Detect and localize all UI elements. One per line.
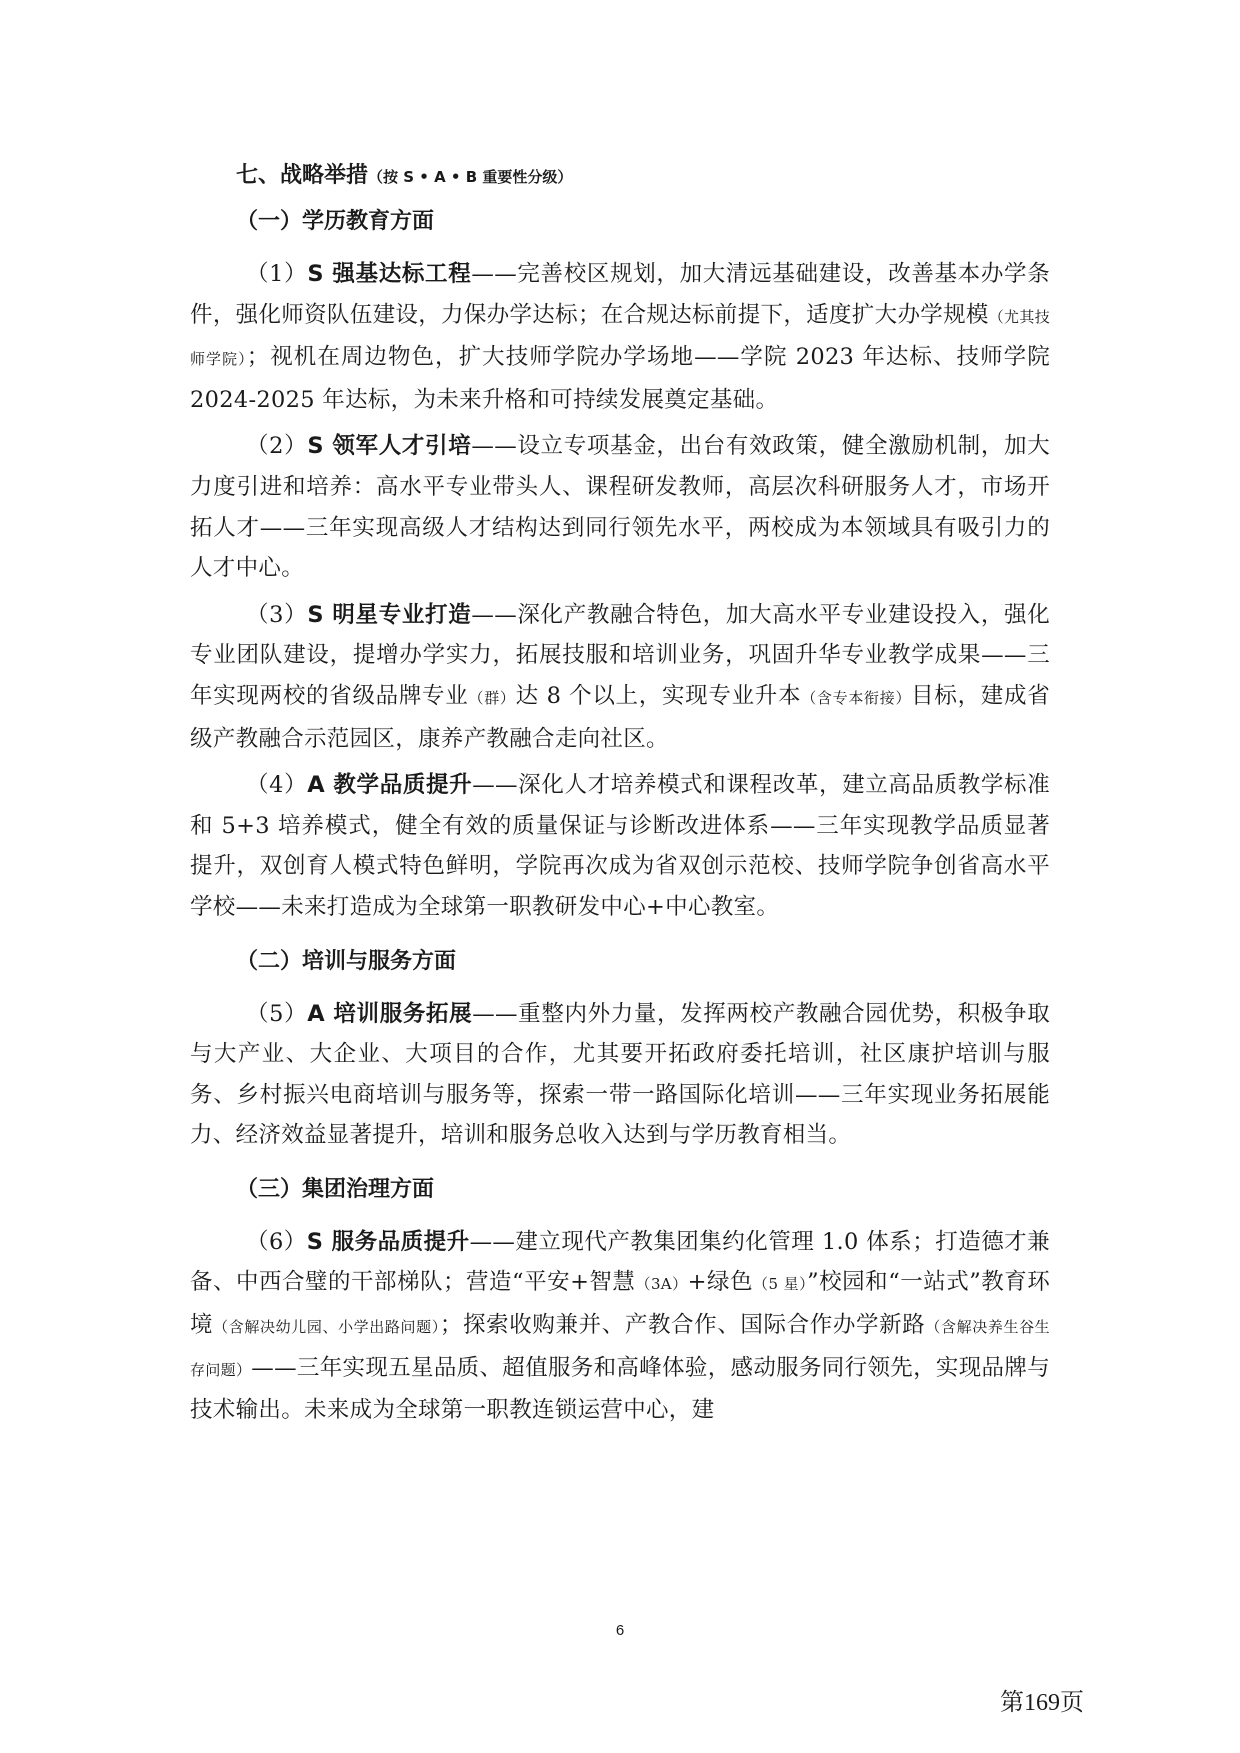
measure-paragraph <box>190 765 1050 927</box>
page-label: 第169页 <box>1000 1690 1084 1716</box>
inline-note: （含解决养生谷生存问题） <box>190 1318 1050 1379</box>
item-number: （3） <box>246 601 308 628</box>
chapter-title: 七、战略举措 <box>236 163 369 188</box>
section-title: （一）学历教育方面 <box>236 209 435 234</box>
item-lead: S 强基达标工程 <box>307 261 472 287</box>
item-number: （2） <box>246 433 308 460</box>
body-text: ——深化产教融合特色，加大高水平专业建设投入，强化专业团队建设，提增办学实力，拓展技服和培训业务，巩固升华专业教学成果——三年实现两校的省级品牌专业 <box>190 601 1050 709</box>
inline-note: （含解决幼儿园、小学出路问题） <box>213 1318 440 1337</box>
item-number: （1） <box>246 261 308 287</box>
body-text: ——建立现代产教集团集约化管理 1.0 体系；打造德才兼备、中西合璧的干部梯队；营造“平安+智慧 <box>190 1228 1050 1296</box>
item-lead: S 领军人才引培 <box>307 433 472 460</box>
measure-paragraph <box>190 595 1050 759</box>
body-text: ——重整内外力量，发挥两校产教融合园优势，积极争取与大产业、大企业、大项目的合作，尤其要开拓政府委托培训，社区康护培训与服务、乡村振兴电商培训与服务等，探索一带一路国际化培训——三年实现业务拓展能力、经济效益显著提升，培训和服务总收入达到与学历教育相当。 <box>190 1000 1050 1149</box>
chapter-note: （按 S • A • B 重要性分级） <box>368 168 573 186</box>
item-lead: S 服务品质提升 <box>306 1228 470 1255</box>
measure-paragraph <box>190 426 1050 588</box>
measure-paragraph <box>190 254 1050 420</box>
section-title: （二）培训与服务方面 <box>236 948 457 974</box>
inline-note: （3A） <box>635 1275 688 1294</box>
body-text: 达 8 个以上，实现专业升本 <box>515 682 802 709</box>
item-lead: A 教学品质提升 <box>307 772 473 799</box>
inline-note: （群） <box>468 688 516 707</box>
item-number: （6） <box>246 1228 307 1255</box>
item-number: （4） <box>246 772 308 799</box>
body-text: ；视机在周边物色，扩大技师学院办学场地——学院 2023 年达标、技师学院 2024-2025 年达标，为未来升格和可持续发展奠定基础。 <box>190 344 1050 413</box>
measure-paragraph <box>190 994 1050 1156</box>
inline-note: （含专本衔接） <box>801 688 912 707</box>
body-text: 目标，建成省级产教融合示范园区，康养产教融合走向社区。 <box>190 682 1051 752</box>
measure-paragraph <box>190 1222 1050 1431</box>
body-text: ——三年实现五星品质、超值服务和高峰体验，感动服务同行领先，实现品牌与技术输出。未来成为全球第一职教连锁运营中心，建 <box>190 1354 1050 1424</box>
item-lead: A 培训服务拓展 <box>307 1000 473 1027</box>
body-text: ——深化人才培养模式和课程改革，建立高品质教学标准和 5+3 培养模式，健全有效的质量保证与诊断改进体系——三年实现教学品质显著提升，双创育人模式特色鲜明，学院再次成为省双创示范校、技师学院争创省高水平学校——未来打造成为全球第一职教研发中心+中心教室。 <box>190 772 1050 920</box>
sections-container <box>190 194 1050 1431</box>
section-title: （三）集团治理方面 <box>236 1176 435 1202</box>
item-lead: S 明星专业打造 <box>307 601 472 628</box>
item-number: （5） <box>246 1000 308 1027</box>
body-text: ”校园和“一站式”教育环境 <box>190 1269 1051 1339</box>
inline-note: （尤其技师学院） <box>190 307 1050 369</box>
page-number: 6 <box>615 1622 625 1639</box>
chapter-heading <box>236 158 1050 194</box>
page-content <box>190 158 1050 1437</box>
body-text: +绿色 <box>687 1269 754 1296</box>
inline-note: （5 星） <box>753 1275 808 1294</box>
body-text: ——设立专项基金，出台有效政策，健全激励机制，加大力度引进和培养：高水平专业带头人、课程研发教师，高层次科研服务人才，市场开拓人才——三年实现高级人才结构达到同行领先水平，两校成为本领域具有吸引力的人才中心。 <box>190 433 1050 582</box>
body-text: ——完善校区规划，加大清远基础建设，改善基本办学条件，强化师资队伍建设，力保办学达标；在合规达标前提下，适度扩大办学规模 <box>190 261 1050 328</box>
body-text: ；探索收购兼并、产教合作、国际合作办学新路 <box>439 1312 926 1339</box>
